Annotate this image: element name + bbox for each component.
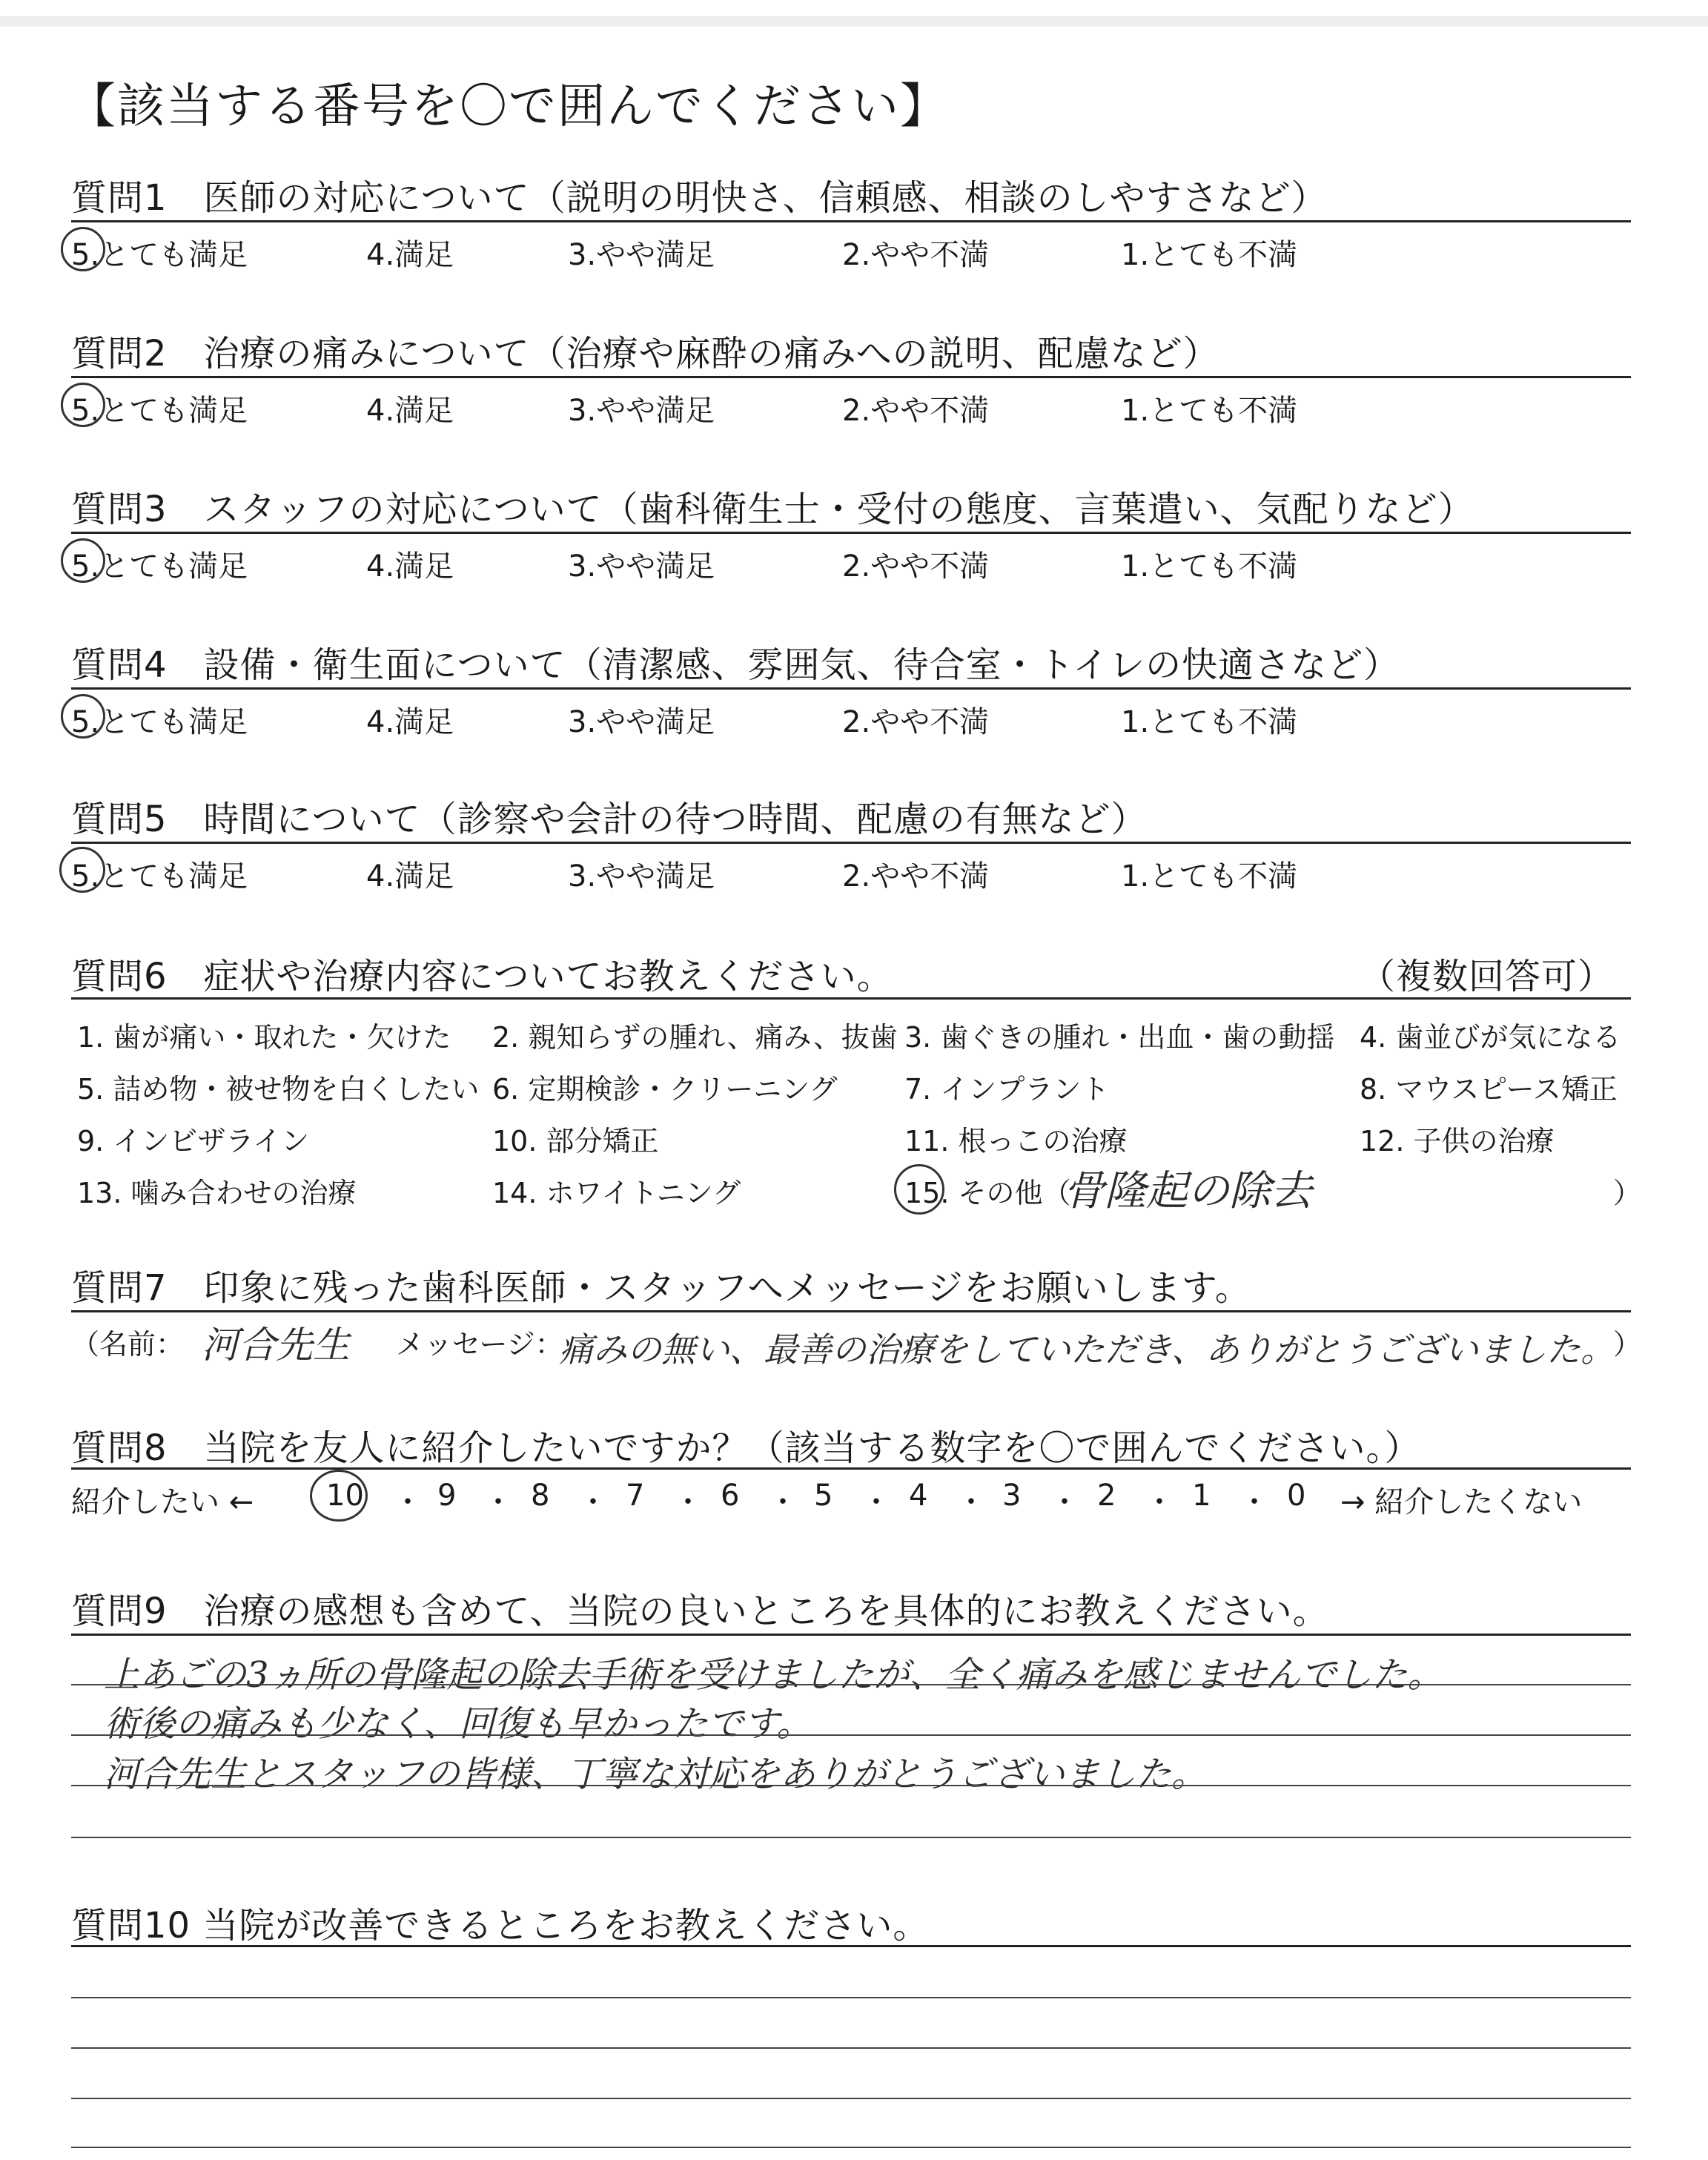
q6-title: 質問6 症状や治療内容についてお教えください。 [71,956,893,997]
q6-option-6[interactable]: 6. 定期検診・クリーニング [492,1073,838,1106]
q5-option-3[interactable]: 3.やや満足 [568,859,715,894]
q8-score-3[interactable]: 3 [1002,1479,1022,1513]
q1-option-1[interactable]: 1.とても不満 [1121,238,1298,272]
q2-option-4[interactable]: 4.満足 [366,394,454,428]
q8-title: 質問8 当院を友人に紹介したいですか？（該当する数字を〇で囲んでください。） [71,1427,1421,1469]
q10-writing-rule [71,2098,1631,2099]
q1-option-4[interactable]: 4.満足 [366,238,454,272]
q6-option-7[interactable]: 7. インプラント [904,1073,1110,1106]
q3-option-3[interactable]: 3.やや満足 [568,549,715,584]
q8-score-10[interactable]: 10 [326,1479,364,1513]
q6-option-15[interactable]: 15. その他（ [904,1177,1071,1209]
q3-option-4[interactable]: 4.満足 [366,549,454,584]
q9-rule [71,1634,1631,1636]
q6-option-5[interactable]: 5. 詰め物・被せ物を白くしたい [77,1073,480,1106]
q8-score-4[interactable]: 4 [909,1479,928,1513]
q9-title: 質問9 治療の感想も含めて、当院の良いところを具体的にお教えください。 [71,1591,1329,1632]
q4-title: 質問4 設備・衛生面について（清潔感、雰囲気、待合室・トイレの快適さなど） [71,644,1400,686]
q8-separator: ・ [861,1485,891,1519]
q7-name-value: 河合先生 [202,1324,350,1367]
q5-option-1[interactable]: 1.とても不満 [1121,859,1298,894]
q8-separator: ・ [1145,1485,1174,1519]
q2-option-5[interactable]: 5.とても満足 [71,394,248,428]
q8-right-label: → 紹介したくない [1340,1485,1583,1519]
q4-option-3[interactable]: 3.やや満足 [568,705,715,739]
q2-option-3[interactable]: 3.やや満足 [568,394,715,428]
q5-rule [71,842,1631,844]
q7-rule [71,1310,1631,1312]
q5-title: 質問5 時間について（診察や会計の待つ時間、配慮の有無など） [71,799,1148,840]
q5-option-4[interactable]: 4.満足 [366,859,454,894]
q10-rule [71,1945,1631,1947]
q2-title: 質問2 治療の痛みについて（治療や麻酔の痛みへの説明、配慮など） [71,333,1219,374]
q8-separator: ・ [1050,1485,1079,1519]
q8-score-0[interactable]: 0 [1287,1479,1306,1513]
q6-option-13[interactable]: 13. 噛み合わせの治療 [77,1177,357,1209]
q3-option-5[interactable]: 5.とても満足 [71,549,248,584]
q5-option-5[interactable]: 5.とても満足 [71,859,248,894]
q8-score-2[interactable]: 2 [1097,1479,1116,1513]
q6-option-2[interactable]: 2. 親知らずの腫れ、痛み、抜歯 [492,1021,898,1054]
q6-option-4[interactable]: 4. 歯並びが気になる [1360,1021,1621,1054]
q6-option-1[interactable]: 1. 歯が痛い・取れた・欠けた [77,1021,451,1054]
q6-note: （複数回答可） [1360,956,1615,997]
scan-edge [0,16,1708,27]
q6-other-close-paren: ） [1613,1177,1642,1209]
q1-option-5[interactable]: 5.とても満足 [71,238,248,272]
q4-option-4[interactable]: 4.満足 [366,705,454,739]
q3-option-1[interactable]: 1.とても不満 [1121,549,1298,584]
q7-title: 質問7 印象に残った歯科医師・スタッフへメッセージをお願いします。 [71,1267,1251,1309]
q7-message-label: メッセージ： [396,1328,563,1361]
q8-separator: ・ [393,1485,423,1519]
q9-writing-rule [71,1785,1631,1786]
q10-writing-rule [71,2147,1631,2148]
q2-option-2[interactable]: 2.やや不満 [842,394,990,428]
q8-score-1[interactable]: 1 [1192,1479,1211,1513]
q8-score-9[interactable]: 9 [437,1479,457,1513]
q7-close-paren: ） [1613,1328,1642,1361]
q8-rule [71,1467,1631,1470]
q4-option-2[interactable]: 2.やや不満 [842,705,990,739]
q1-title: 質問1 医師の対応について（説明の明快さ、信頼感、相談のしやすさなど） [71,177,1328,219]
q9-writing-rule [71,1684,1631,1685]
q6-option-10[interactable]: 10. 部分矯正 [492,1125,659,1157]
q8-left-label: 紹介したい ← [71,1485,254,1519]
q1-option-3[interactable]: 3.やや満足 [568,238,715,272]
q8-score-8[interactable]: 8 [531,1479,550,1513]
q10-title: 質問10 当院が改善できるところをお教えください。 [71,1905,930,1946]
q8-separator: ・ [578,1485,608,1519]
q9-writing-rule [71,1734,1631,1736]
q6-option-8[interactable]: 8. マウスピース矯正 [1360,1073,1618,1106]
q3-rule [71,532,1631,534]
q8-score-6[interactable]: 6 [721,1479,740,1513]
q6-other-answer: 骨隆起の除去 [1063,1167,1312,1215]
q4-rule [71,687,1631,690]
q3-title: 質問3 スタッフの対応について（歯科衛生士・受付の態度、言葉遣い、気配りなど） [71,489,1474,530]
q7-message-value: 痛みの無い、最善の治療をしていただき、ありがとうございました。 [559,1330,1615,1370]
q8-separator: ・ [956,1485,986,1519]
q8-separator: ・ [483,1485,513,1519]
page-header: 【該当する番号を〇で囲んでください】 [68,79,949,134]
q6-option-14[interactable]: 14. ホワイトニング [492,1177,741,1209]
q10-writing-rule [71,1997,1631,1998]
q10-writing-rule [71,2047,1631,2049]
q1-option-2[interactable]: 2.やや不満 [842,238,990,272]
q3-option-2[interactable]: 2.やや不満 [842,549,990,584]
q6-option-12[interactable]: 12. 子供の治療 [1360,1125,1555,1157]
q6-option-3[interactable]: 3. 歯ぐきの腫れ・出血・歯の動揺 [904,1021,1335,1054]
q6-rule [71,997,1631,1000]
q4-option-5[interactable]: 5.とても満足 [71,705,248,739]
q9-answer-line-2: 術後の痛みも少なく、回復も早かったです。 [104,1703,812,1745]
q9-answer-line-1: 上あごの3ヵ所の骨隆起の除去手術を受けましたが、全く痛みを感じませんでした。 [104,1654,1443,1696]
q9-writing-rule [71,1837,1631,1838]
q5-option-2[interactable]: 2.やや不満 [842,859,990,894]
q8-separator: ・ [1239,1485,1269,1519]
q8-score-7[interactable]: 7 [626,1479,645,1513]
q1-rule [71,220,1631,222]
q2-rule [71,376,1631,378]
q6-option-11[interactable]: 11. 根っこの治療 [904,1125,1128,1157]
q8-separator: ・ [673,1485,703,1519]
q6-option-9[interactable]: 9. インビザライン [77,1125,310,1157]
q8-score-5[interactable]: 5 [814,1479,833,1513]
q9-answer-line-3: 河合先生とスタッフの皆様、丁寧な対応をありがとうございました。 [104,1754,1208,1795]
q7-name-label: （名前： [71,1328,185,1361]
q8-separator: ・ [768,1485,798,1519]
q4-option-1[interactable]: 1.とても不満 [1121,705,1298,739]
q2-option-1[interactable]: 1.とても不満 [1121,394,1298,428]
